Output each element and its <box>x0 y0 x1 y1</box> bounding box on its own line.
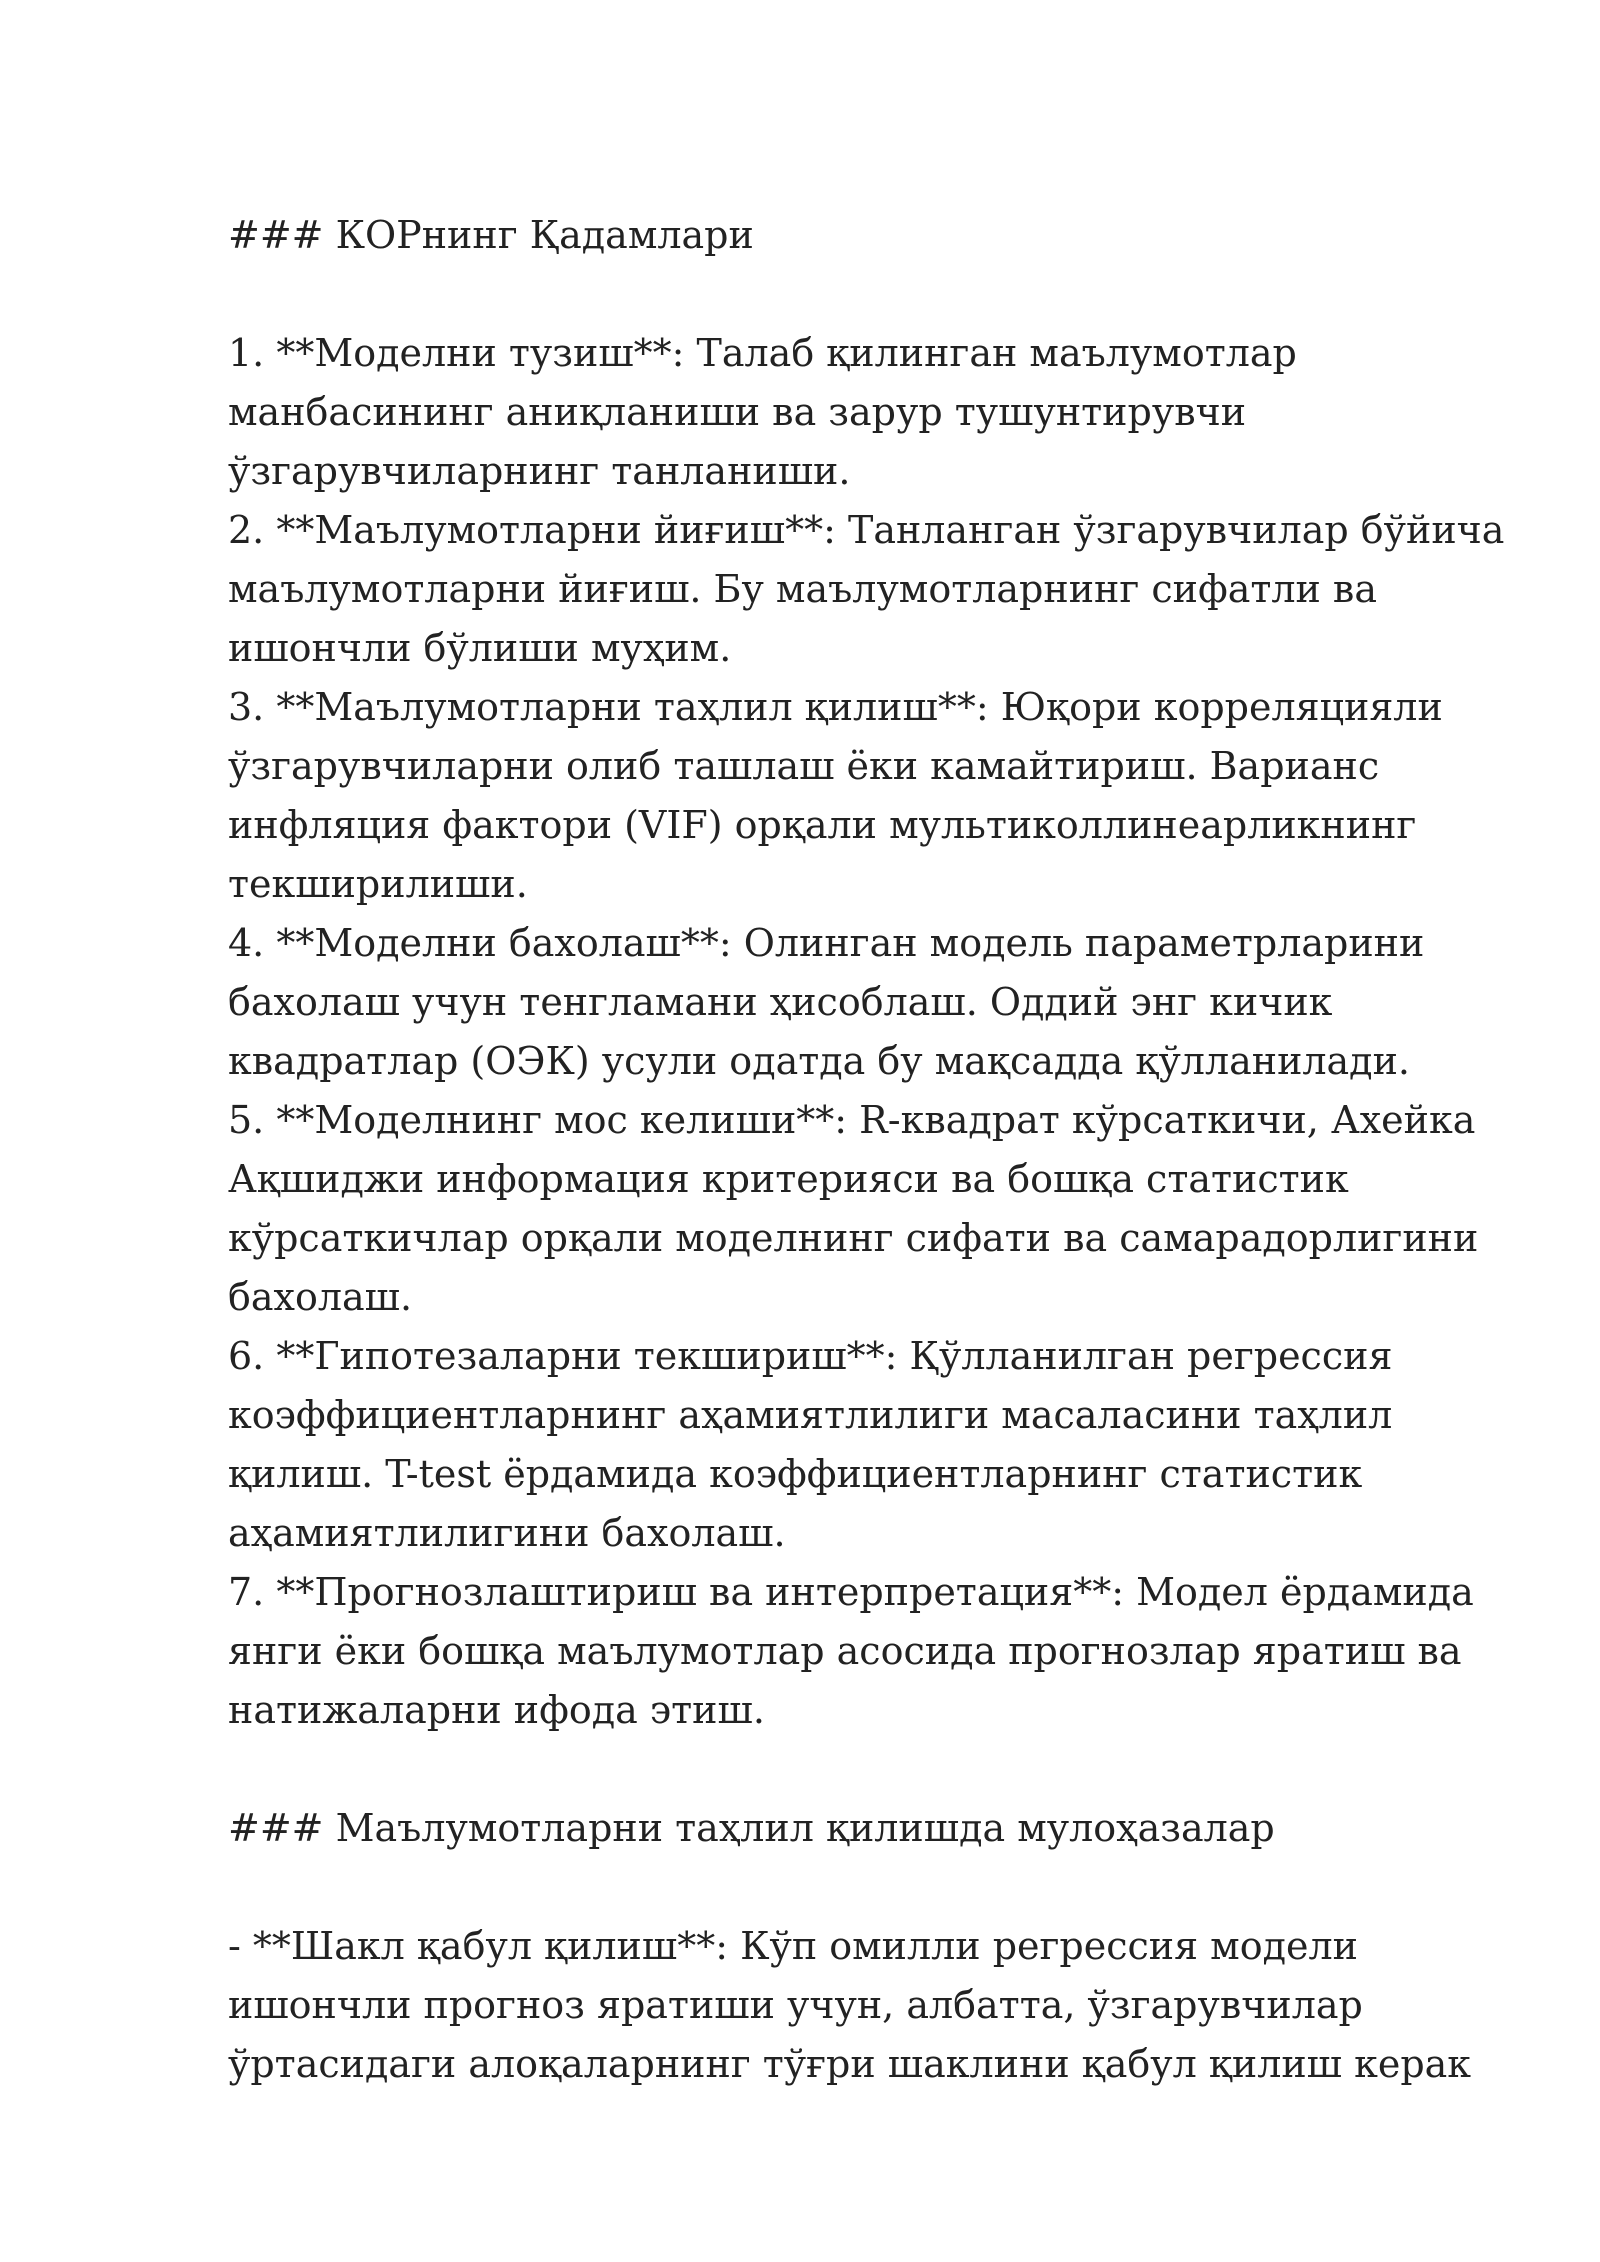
step-1 <box>228 324 1488 501</box>
step-5-line-3: кўрсаткичлар орқали моделнинг сифати ва самарадорлигини <box>228 1216 1479 1260</box>
step-6-line-4: аҳамиятлилигини бахолаш. <box>228 1511 786 1555</box>
bullet-1-line-1: - **Шакл қабул қилиш**: Кўп омилли регрессия модели <box>228 1924 1358 1968</box>
step-7-line-1: 7. **Прогнозлаштириш ва интерпретация**: Модел ёрдамида <box>228 1570 1474 1614</box>
step-7-line-2: янги ёки бошқа маълумотлар асосида прогнозлар яратиш ва <box>228 1629 1462 1673</box>
step-1-line-1: 1. **Моделни тузиш**: Талаб қилинган маълумотлар <box>228 331 1297 375</box>
steps-list <box>228 324 1505 1740</box>
step-2-line-3: ишончли бўлиши муҳим. <box>228 626 732 670</box>
step-3-line-3: инфляция фактори (VIF) орқали мультиколлинеарликнинг <box>228 803 1417 847</box>
step-4-line-1: 4. **Моделни бахолаш**: Олинган модель параметрларини <box>228 921 1425 965</box>
step-5 <box>228 1091 1488 1327</box>
step-6-line-1: 6. **Гипотезаларни текшириш**: Қўлланилган регрессия <box>228 1334 1393 1378</box>
step-5-line-1: 5. **Моделнинг мос келиши**: R-квадрат кўрсаткичи, Ахейка <box>228 1098 1476 1142</box>
step-4 <box>228 914 1488 1091</box>
step-4-line-3: квадратлар (ОЭК) усули одатда бу мақсадда қўлланилади. <box>228 1039 1410 1083</box>
step-7 <box>228 1563 1488 1740</box>
spacer <box>228 1740 1488 1799</box>
step-4-line-2: бахолаш учун тенгламани ҳисоблаш. Оддий энг кичик <box>228 980 1333 1024</box>
bullet-1-line-2: ишончли прогноз яратиши учун, албатта, ўзгарувчилар <box>228 1983 1363 2027</box>
step-6-line-3: қилиш. T-test ёрдамида коэффициентларнинг статистик <box>228 1452 1363 1496</box>
spacer <box>228 265 1488 324</box>
step-1-line-3: ўзгарувчиларнинг танланиши. <box>228 449 851 493</box>
spacer <box>228 1858 1488 1917</box>
section-heading-considerations: ### Маълумотларни таҳлил қилишда мулоҳазалар <box>228 1806 1275 1850</box>
step-6 <box>228 1327 1488 1563</box>
step-7-line-3: натижаларни ифода этиш. <box>228 1688 765 1732</box>
document-page <box>228 206 1505 2094</box>
bullet-list <box>228 1917 1488 2094</box>
step-3-line-2: ўзгарувчиларни олиб ташлаш ёки камайтириш. Варианс <box>228 744 1380 788</box>
bullet-1 <box>228 1917 1488 2094</box>
step-3 <box>228 678 1488 914</box>
step-1-line-2: манбасининг аниқланиши ва зарур тушунтирувчи <box>228 390 1247 434</box>
step-2-line-1: 2. **Маълумотларни йиғиш**: Танланган ўзгарувчилар бўйича <box>228 508 1505 552</box>
step-3-line-4: текширилиши. <box>228 862 528 906</box>
step-5-line-2: Ақшиджи информация критерияси ва бошқа статистик <box>228 1157 1349 1201</box>
step-2-line-2: маълумотларни йиғиш. Бу маълумотларнинг сифатли ва <box>228 567 1377 611</box>
step-6-line-2: коэффициентларнинг аҳамиятлилиги масаласини таҳлил <box>228 1393 1393 1437</box>
step-2 <box>228 501 1505 678</box>
bullet-1-line-3: ўртасидаги алоқаларнинг тўғри шаклини қабул қилиш керак <box>228 2042 1472 2086</box>
step-3-line-1: 3. **Маълумотларни таҳлил қилиш**: Юқори корреляцияли <box>228 685 1443 729</box>
section-heading-steps: ### КОРнинг Қадамлари <box>228 213 754 257</box>
step-5-line-4: бахолаш. <box>228 1275 413 1319</box>
